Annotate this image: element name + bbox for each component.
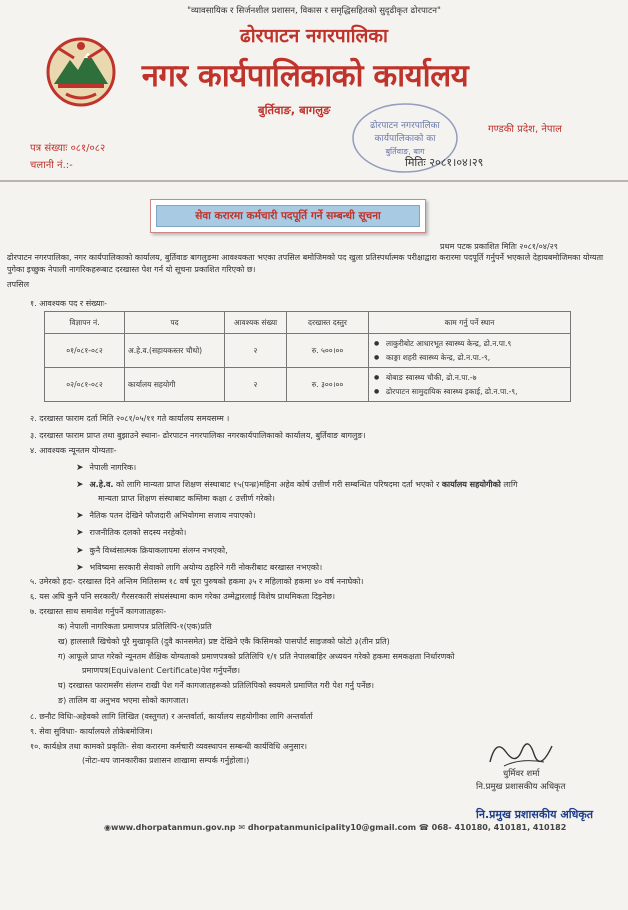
qualification-3: ➤ नैतिक पतन देखिने फौजदारी अभियोगमा सजाय नपाएको। bbox=[76, 511, 256, 521]
col-fee: दरखास्त दस्तुर bbox=[287, 312, 369, 334]
item-8: ८. छनौट विधिः-अहेवको लागि लिखित (वस्तुगत) र अन्तर्वार्ता, कार्यालय सहयोगीका लागि अन्तर्वार्ता bbox=[30, 712, 313, 721]
email-link[interactable]: dhorpatanmunicipality10@gmail.com bbox=[247, 823, 417, 832]
post-count: २ bbox=[225, 334, 287, 368]
signature-icon bbox=[486, 732, 556, 772]
arrow-icon: ➤ bbox=[76, 511, 84, 521]
item-6: ६. यस अघि कुनै पनि सरकारी/ गैरसरकारी संघसंस्थामा काम गरेका उम्मेद्वारलाई विशेष प्राथमिकता दिइनेछ। bbox=[30, 592, 336, 601]
signatory-title-stamp: नि.प्रमुख प्रशासकीय अधिकृत bbox=[476, 808, 594, 821]
arrow-icon: ➤ bbox=[76, 463, 84, 473]
arrow-icon: ➤ bbox=[76, 480, 84, 490]
location-item: ● काङ्गा शहरी स्वास्थ्य केन्द्र, ढो.न.पा.-९, bbox=[372, 351, 567, 365]
notice-subject: सेवा करारमा कर्मचारी पदपूर्ति गर्ने सम्बन्धी सूचना bbox=[156, 205, 420, 227]
ad-number: ०२/०८१-०८२ bbox=[45, 368, 125, 402]
location-item: ● लाकुरीबोट आधारभूत स्वास्थ्य केन्द्र, ढो.न.पा.९ bbox=[372, 337, 567, 351]
application-fee: रु. ३००।०० bbox=[287, 368, 369, 402]
footer-contact bbox=[104, 823, 566, 832]
website-link[interactable]: www.dhorpatanmun.gov.np bbox=[110, 823, 236, 832]
phone-icon: ☎ bbox=[418, 823, 432, 832]
item-1: १. आवश्यक पद र संख्याः- bbox=[30, 299, 108, 308]
office-name: नगर कार्यपालिकाको कार्यालय bbox=[141, 58, 469, 94]
post-name: कार्यालय सहयोगी bbox=[125, 368, 225, 402]
qualification-2-cont: मान्यता प्राप्त शिक्षण संस्थाबाट कम्तिमा कक्षा ८ उत्तीर्ण गरेको। bbox=[98, 494, 275, 503]
item-10: १०. कार्यक्षेत्र तथा कामको प्रकृतिः- सेवा करारमा कर्मचारी व्यवस्थापन सम्बन्धी कार्यविधि अनुसार। bbox=[30, 742, 308, 751]
dispatch-number: चलानी नं.:- bbox=[30, 160, 73, 171]
arrow-icon: ➤ bbox=[76, 563, 84, 573]
item-4: ४. आवश्यक न्यूनतम योग्यताः- bbox=[30, 446, 117, 455]
ref-number: पत्र संख्याः ०८१/०८२ bbox=[30, 143, 106, 154]
stamp-line-2: कार्यपालिकाको का bbox=[374, 134, 436, 144]
qualification-4: ➤ राजनीतिक दलको सदस्य नरहेको। bbox=[76, 528, 187, 538]
post-count: २ bbox=[225, 368, 287, 402]
document-2: ख) हालसालै खिचेको पूरै मुखाकृति (दुवै कानसमेत) प्रष्ट देखिने एकै किसिमको पासपोर्ट साइजको फोटो ३(तीन प्रति) bbox=[58, 637, 390, 646]
application-fee: रु. ५००।०० bbox=[287, 334, 369, 368]
org-name: ढोरपाटन नगरपालिका bbox=[240, 25, 388, 47]
header-divider bbox=[0, 180, 628, 182]
location-item: ● ढोरपाटन सामुदायिक स्वास्थ्य इकाई, ढो.न.पा.-९, bbox=[372, 385, 567, 399]
province: गण्डकी प्रदेश, नेपाल bbox=[488, 124, 562, 135]
document-4: घ) दरखास्त फारामसँग संलग्न राखी पेश गर्ने कागजातहरूको प्रतिलिपिको स्वयमले प्रमाणित गरी पेश गर्नु पर्नेछ। bbox=[58, 681, 375, 690]
qualification-5: ➤ कुनै विध्वंसात्मक क्रियाकलापमा संलग्न नभएको, bbox=[76, 546, 228, 556]
signatory-name: धुर्मिवर शर्मा bbox=[503, 769, 540, 779]
notice-intro: ढोरपाटन नगरपालिका, नगर कार्यपालिकाको कार्यालय, बुर्तिवाङ बागलुङमा आवश्यकता भएका तपसिल बमोजिमको पद खुला प्रतिस्पर्धात्मक परीक्षाद्वारा करारमा पदपूर्ति गर्नुपर्ने भएकाले देहायबमोजिमका योग्यता पुगेका इच्छुक नेपाली नागरिकहरूबाट दरखास्त पेश गर्न यो सूचना प्रकाशित गरिएको छ। bbox=[7, 253, 604, 274]
location-item: ● बोबाङ स्वास्थ्य चौकी, ढो.न.पा.-७ bbox=[372, 371, 567, 385]
item-5: ५. उमेरको हदः- दरखास्त दिने अन्तिम मितिसम्म १८ वर्ष पूरा पुरुषको हकमा ३५ र महिलाको हकमा ४० वर्ष ननाघेको। bbox=[30, 577, 364, 586]
document-3-cont: प्रमाणपत्र(Equivalent Certificate)पेश गर्नुपर्नेछ। bbox=[82, 666, 241, 675]
arrow-icon: ➤ bbox=[76, 546, 84, 556]
qualification-1: ➤ नेपाली नागरिक। bbox=[76, 463, 137, 473]
col-post: पद bbox=[125, 312, 225, 334]
published-date: प्रथम पटक प्रकाशित मितिः २०८१/०४/२९ bbox=[440, 242, 558, 251]
globe-icon: ◉ bbox=[104, 823, 111, 832]
work-location bbox=[369, 368, 571, 402]
letter-date: मितिः २०८१।०४।२९ bbox=[405, 156, 484, 169]
item-7: ७. दरखास्त साथ समावेश गर्नुपर्ने कागजातहरूः- bbox=[30, 607, 167, 616]
document-5: ङ) तालिम वा अनुभव भएमा सोको कागजात। bbox=[58, 696, 189, 705]
tapsil-label: तपसिल bbox=[7, 280, 30, 289]
item-2: २. दरखास्त फाराम दर्ता मिति २०८१/०५/११ गते कार्यालय समयसम्म । bbox=[30, 414, 230, 423]
ad-number: ०१/०८१-०८२ bbox=[45, 334, 125, 368]
col-location: काम गर्नु पर्ने स्थान bbox=[369, 312, 571, 334]
table-row bbox=[45, 368, 571, 402]
document-3: ग) आफूले प्राप्त गरेको न्यूनतम शैक्षिक योग्यताको प्रमाणपत्रको प्रतिलिपि १/१ प्रति नेपालबाहिर अध्ययन गरेको हकमा समकक्षता निर्धारणको bbox=[58, 652, 455, 661]
item-3: ३. दरखास्त फाराम प्राप्त तथा बुझाउने स्थानः- ढोरपाटन नगरपालिका नगरकार्यपालिकाको कार्यालय, बुर्तिवाङ बागलुङ। bbox=[30, 431, 366, 440]
item-9: ९. सेवा सुविधाः- कार्यालयले तोकेबमोजिम। bbox=[30, 727, 153, 736]
subject-box bbox=[150, 199, 426, 233]
posts-table bbox=[44, 311, 571, 402]
table-header-row bbox=[45, 312, 571, 334]
qualification-2: ➤ अ.हे.व. को लागि मान्यता प्राप्त शिक्षण संस्थाबाट १५(पन्ध्र)महिना अहेव कोर्ष उत्तीर्ण गरी सम्बन्धित परिषदमा दर्ता भएको र कार्यालय सहयोगीको लागि bbox=[76, 480, 518, 490]
signatory-title: नि.प्रमुख प्रशासकीय अधिकृत bbox=[476, 782, 566, 792]
phone-number: 068- 410180, 410181, 410182 bbox=[431, 823, 567, 832]
table-row bbox=[45, 334, 571, 368]
document-1: क) नेपाली नागरिकता प्रमाणपत्र प्रतिलिपि-१(एक)प्रति bbox=[58, 622, 212, 631]
work-location bbox=[369, 334, 571, 368]
motto: "व्यावसायिक र सिर्जनशील प्रशासन, विकास र समृद्धिसहितको सुदृढीकृत ढोरपाटन" bbox=[187, 6, 441, 16]
office-address: बुर्तिवाङ, बागलुङ bbox=[258, 103, 331, 117]
post-name: अ.हे.व.(सहायकस्तर चौथो) bbox=[125, 334, 225, 368]
col-count: आवश्यक संख्या bbox=[225, 312, 287, 334]
arrow-icon: ➤ bbox=[76, 528, 84, 538]
qualification-6: ➤ भविष्यमा सरकारी सेवाको लागि अयोग्य ठहरिने गरी नोकरीबाट बरखास्त नभएको। bbox=[76, 563, 323, 573]
col-ad-no: विज्ञापन नं. bbox=[45, 312, 125, 334]
stamp-line-3: बुर्तिवाङ, बाग bbox=[385, 147, 425, 156]
mail-icon: ✉ bbox=[238, 823, 248, 832]
stamp-line-1: ढोरपाटन नगरपालिका bbox=[370, 121, 440, 131]
note: (नोटः-थप जानकारीका प्रशासन शाखामा सम्पर्क गर्नुहोला।) bbox=[82, 756, 250, 765]
